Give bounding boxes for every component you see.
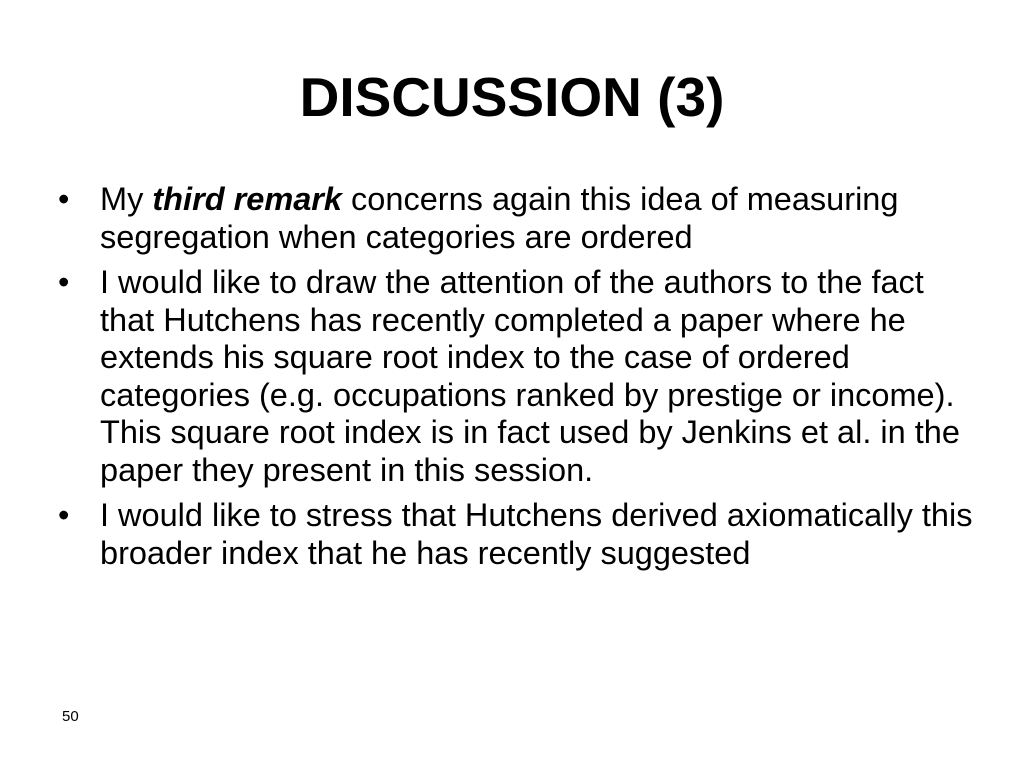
bullet-text: I would like to draw the attention of the authors to the fact that Hutchens has recently completed a paper where he extends his square root index to the case of ordered categories (e.g. occupations ranked by prestige or income). This square root index is in fact used by Jenkins et al. in the paper they present in this session. [100,264,960,488]
bullet-text-rest: concerns again this idea of measuring segregation when categories are ordered [100,181,899,255]
bullet-text-lead: My [100,181,153,217]
bullet-icon: • [58,181,70,217]
bullet-icon: • [58,264,70,300]
bullet-item-1 [58,181,978,256]
bullet-item-3 [58,497,978,572]
bullet-emphasis: third remark [152,181,343,217]
slide-title: DISCUSSION (3) [299,66,725,128]
bullet-item-2 [58,264,978,489]
bullet-text: I would like to stress that Hutchens derived axiomatically this broader index that he has recently suggested [100,497,973,571]
page-number: 50 [62,708,79,725]
bullet-list [58,181,978,580]
bullet-icon: • [58,497,70,533]
